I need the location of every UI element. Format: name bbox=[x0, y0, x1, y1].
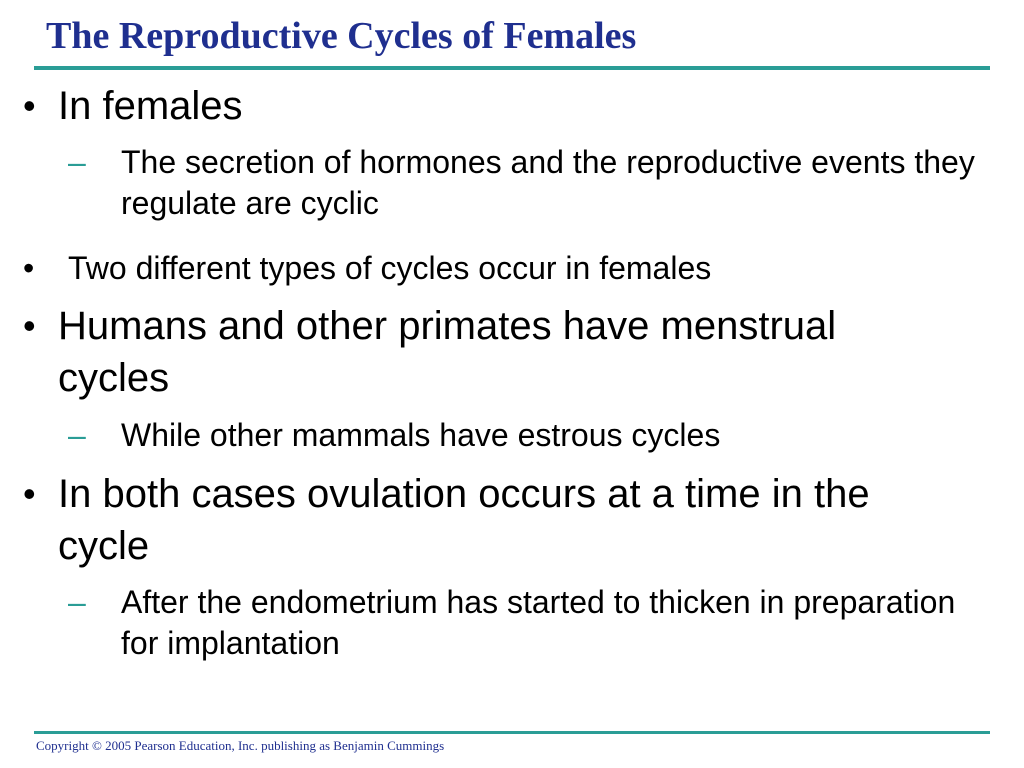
bullet-icon: • bbox=[23, 473, 36, 514]
dash-icon: – bbox=[68, 584, 86, 620]
bullet-text: Humans and other primates have menstrual cycles bbox=[58, 304, 837, 400]
sub-point-text: While other mammals have estrous cycles bbox=[121, 417, 721, 453]
copyright-footer: Copyright © 2005 Pearson Education, Inc. publishing as Benjamin Cummings bbox=[36, 738, 445, 753]
slide-title: The Reproductive Cycles of Females bbox=[46, 15, 637, 57]
bullet-text: Two different types of cycles occur in females bbox=[68, 250, 712, 286]
dash-icon: – bbox=[68, 144, 86, 180]
bullet-text: In females bbox=[58, 84, 243, 128]
footer-divider bbox=[34, 731, 990, 734]
sub-point-text: After the endometrium has started to thicken in preparation for implantation bbox=[121, 584, 956, 661]
bullet-icon: • bbox=[23, 85, 36, 126]
bullet-text: In both cases ovulation occurs at a time in the cycle bbox=[58, 472, 870, 568]
bullet-icon: • bbox=[23, 305, 36, 346]
sub-point-text: The secretion of hormones and the reproductive events they regulate are cyclic bbox=[121, 144, 975, 221]
dash-icon: – bbox=[68, 417, 86, 453]
bullet-icon: • bbox=[23, 250, 35, 286]
